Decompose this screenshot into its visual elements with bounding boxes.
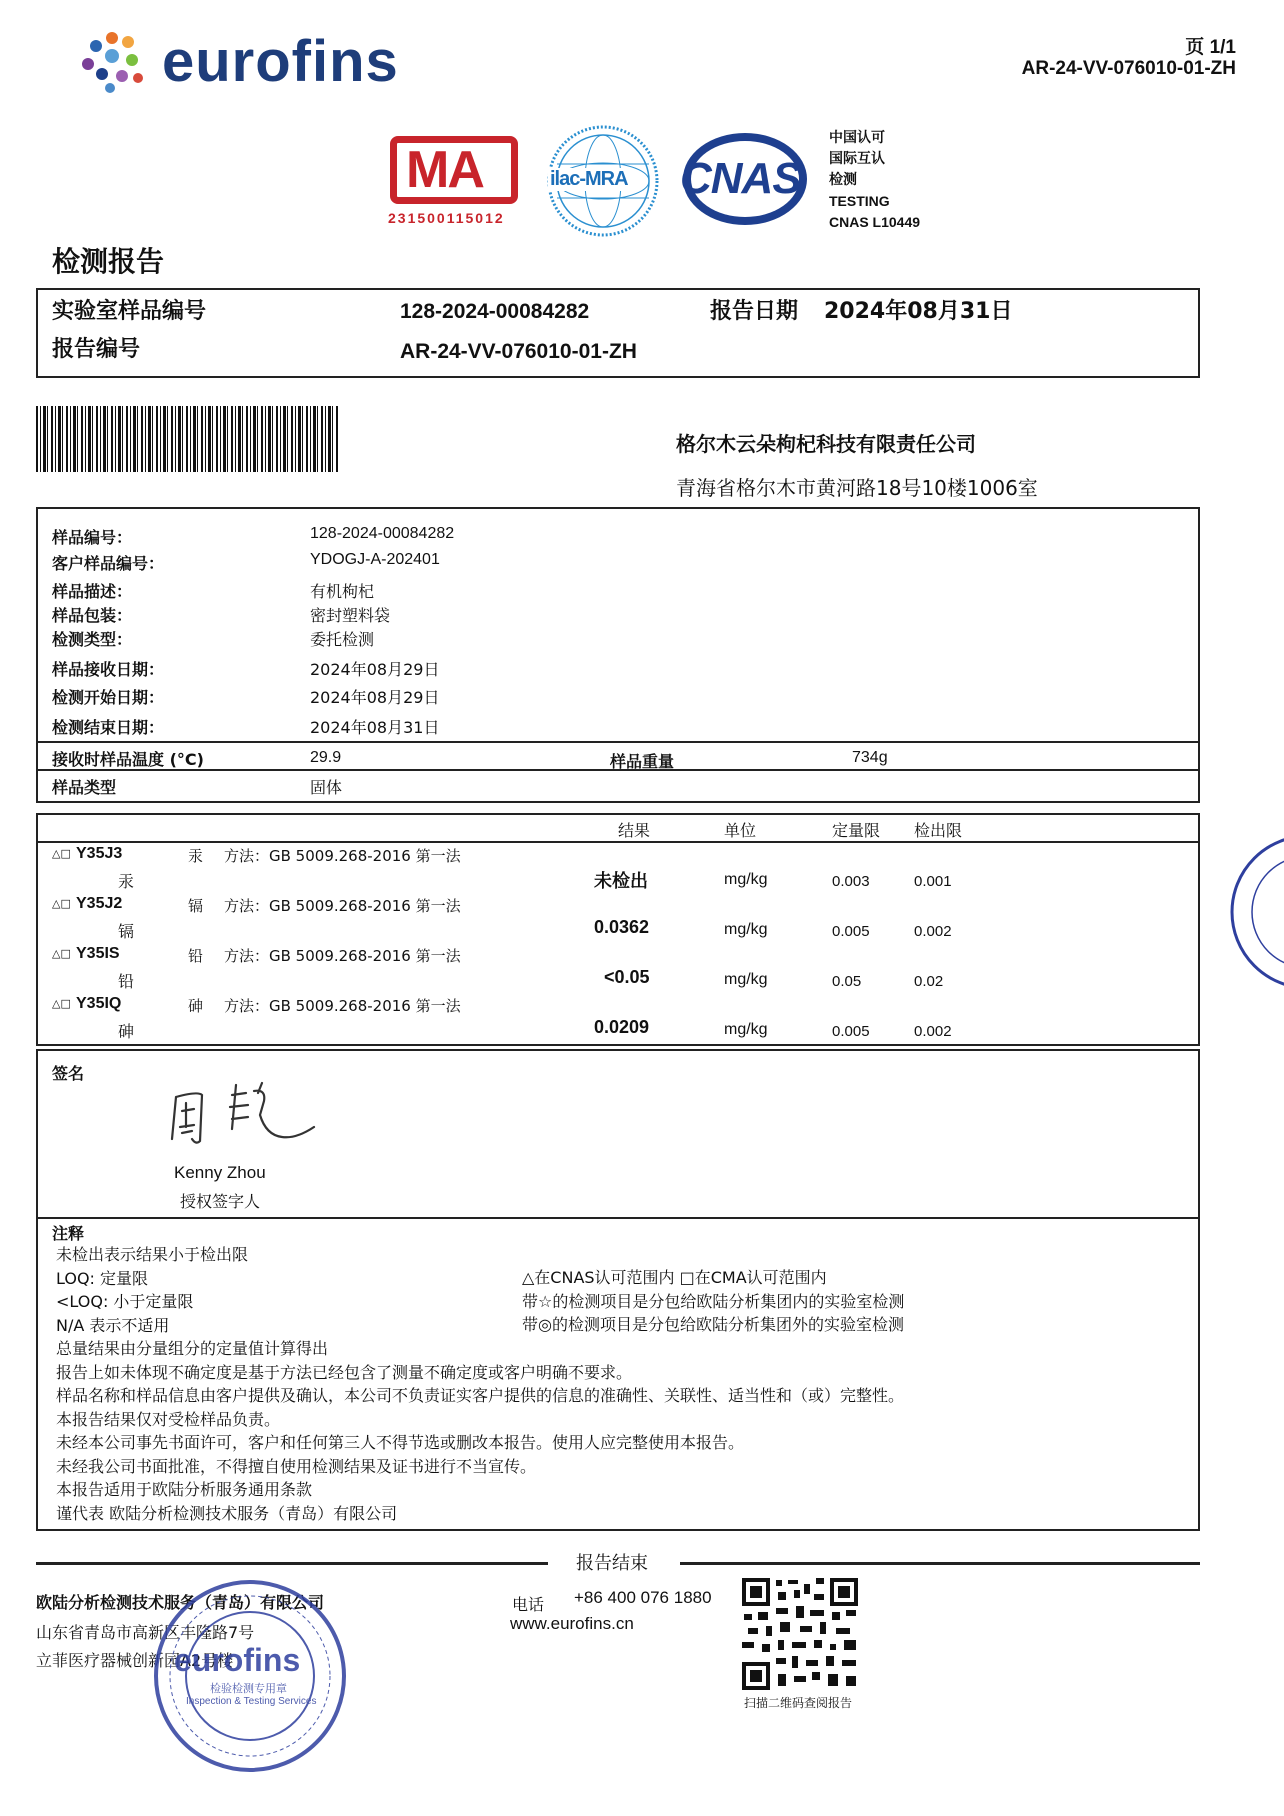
barcode — [36, 406, 339, 472]
company-stamp — [150, 1576, 350, 1776]
note-line: LOQ: 定量限 — [56, 1268, 149, 1288]
note-line: 未经我公司书面批准，不得擅自使用检测结果及证书进行不当宣传。 — [56, 1456, 537, 1476]
test-element: 砷 — [188, 997, 204, 1015]
note-line: 未经本公司事先书面许可，客户和任何第三人不得节选或删改本报告。使用人应完整使用本报告。 — [56, 1433, 745, 1452]
test-element: 铅 — [188, 947, 204, 965]
col-unit: 单位 — [724, 821, 757, 840]
sample-label: 客户样品编号： — [52, 554, 165, 573]
cnas-logo — [680, 130, 810, 228]
table-row — [38, 893, 1198, 943]
cnas-desc-line: 检测 — [829, 172, 857, 188]
test-element: 汞 — [188, 847, 204, 865]
result-value: 0.0362 — [594, 917, 650, 937]
sample-info-box — [36, 507, 1200, 803]
result-loq: 0.005 — [832, 1023, 870, 1040]
test-code: Y35IQ — [76, 995, 122, 1012]
result-loq: 0.005 — [832, 923, 870, 940]
note-line: △在CNAS认可范围内 □在CMA认可范围内 — [522, 1268, 827, 1287]
report-no-value: AR-24-VV-076010-01-ZH — [400, 340, 637, 363]
sample-label: 样品描述： — [52, 582, 133, 601]
sample-label: 样品编号： — [52, 528, 133, 547]
note-line: 带◎的检测项目是分包给欧陆分析集团外的实验室检测 — [522, 1315, 904, 1334]
phone-number: +86 400 076 1880 — [574, 1588, 712, 1607]
analyte-name: 汞 — [118, 872, 135, 891]
eurofins-wordmark: eurofins — [162, 29, 399, 94]
cma-logo-text: MA — [406, 141, 483, 199]
result-unit: mg/kg — [724, 971, 768, 988]
report-title: 检测报告 — [52, 245, 165, 278]
cnas-desc-line: 国际互认 — [829, 151, 885, 167]
stamp-line-2: Inspection & Testing Services — [186, 1696, 317, 1707]
result-value: <0.05 — [604, 967, 650, 987]
report-no-label: 报告编号 — [52, 337, 141, 362]
result-lod: 0.02 — [914, 973, 944, 990]
test-method: 方法：GB 5009.268-2016 第一法 — [224, 947, 461, 965]
table-row — [38, 843, 1198, 893]
qr-caption: 扫描二维码查阅报告 — [744, 1696, 853, 1710]
accreditation-marker: △□ — [52, 997, 71, 1010]
type-label: 样品类型 — [52, 778, 117, 797]
test-element: 镉 — [188, 897, 204, 915]
footer-address-1: 山东省青岛市高新区丰隆路7号 — [36, 1623, 255, 1642]
temp-label: 接收时样品温度 (°C) — [52, 750, 204, 769]
sample-label: 样品包装： — [52, 606, 133, 625]
analyte-name: 铅 — [118, 972, 135, 991]
sample-value: 2024年08月29日 — [310, 660, 440, 679]
cma-number: 231500115012 — [388, 210, 505, 226]
handwritten-signature — [162, 1075, 342, 1155]
ilac-mra-text: ilac-MRA — [550, 168, 628, 190]
note-line: 总量结果由分量组分的定量值计算得出 — [56, 1339, 329, 1358]
end-rule-right — [680, 1562, 1200, 1565]
col-result: 结果 — [618, 821, 651, 840]
result-value: 0.0209 — [594, 1017, 650, 1037]
eurofins-dots-icon — [78, 30, 148, 94]
result-lod: 0.002 — [914, 1023, 952, 1040]
cnas-desc-line: CNAS L10449 — [829, 214, 921, 230]
cnas-description — [829, 128, 920, 233]
sample-value: 2024年08月31日 — [310, 718, 440, 737]
result-unit: mg/kg — [724, 1021, 768, 1038]
lab-sample-value: 128-2024-00084282 — [400, 300, 590, 323]
note-line: 样品名称和样品信息由客户提供及确认，本公司不负责证实客户提供的信息的准确性、关联性、适当性和（或）完整性。 — [56, 1386, 905, 1405]
client-name: 格尔木云朵枸杞科技有限责任公司 — [676, 432, 976, 456]
ilac-mra-logo — [546, 124, 660, 238]
note-line: 谨代表 欧陆分析检测技术服务（青岛）有限公司 — [56, 1503, 398, 1523]
table-row — [38, 943, 1198, 993]
results-table — [36, 841, 1200, 1046]
client-address: 青海省格尔木市黄河路18号10楼1006室 — [676, 476, 1038, 500]
eurofins-logo — [78, 28, 418, 98]
note-line: 报告上如未体现不确定度是基于方法已经包含了测量不确定度或客户明确不要求。 — [56, 1362, 633, 1382]
footer-company: 欧陆分析检测技术服务（青岛）有限公司 — [36, 1593, 325, 1612]
note-line: 带☆的检测项目是分包给欧陆分析集团内的实验室检测 — [522, 1291, 905, 1311]
end-rule-left — [36, 1562, 548, 1565]
table-row — [38, 993, 1198, 1043]
stamp-line-1: 检验检测专用章 — [210, 1682, 287, 1695]
footer-address-2: 立菲医疗器械创新园A2号楼 — [36, 1651, 234, 1670]
col-lod: 检出限 — [914, 821, 963, 840]
test-code: Y35J3 — [76, 845, 123, 862]
cnas-desc-line: 中国认可 — [829, 130, 885, 146]
weight-label: 样品重量 — [610, 752, 675, 771]
sample-label: 样品接收日期： — [52, 660, 165, 679]
sample-value: 密封塑料袋 — [310, 606, 391, 625]
sample-value: 委托检测 — [310, 630, 375, 649]
weight-value: 734g — [852, 749, 888, 766]
lab-sample-label: 实验室样品编号 — [52, 299, 207, 324]
type-value: 固体 — [310, 778, 343, 797]
report-date-label: 报告日期 — [710, 299, 799, 324]
test-code: Y35IS — [76, 945, 120, 962]
signer-role: 授权签字人 — [180, 1192, 261, 1211]
report-date-value: 2024年08月31日 — [824, 299, 1013, 324]
note-line: N/A 表示不适用 — [56, 1315, 170, 1335]
test-code: Y35J2 — [76, 895, 123, 912]
test-method: 方法：GB 5009.268-2016 第一法 — [224, 897, 461, 915]
col-loq: 定量限 — [832, 821, 881, 840]
note-line: 本报告结果仅对受检样品负责。 — [56, 1409, 281, 1429]
notes-box — [36, 1217, 1200, 1531]
notes-right — [522, 1266, 904, 1337]
sample-label: 检测开始日期： — [52, 688, 165, 707]
phone-label: 电话 — [512, 1595, 545, 1614]
sample-value: 2024年08月29日 — [310, 688, 440, 707]
cnas-desc-line: TESTING — [829, 193, 890, 209]
sample-label: 检测结束日期： — [52, 718, 165, 737]
signature-box — [36, 1049, 1200, 1219]
result-value: 未检出 — [594, 871, 648, 892]
note-line: 本报告适用于欧陆分析服务通用条款 — [56, 1480, 313, 1499]
sample-value: 128-2024-00084282 — [310, 525, 455, 542]
result-unit: mg/kg — [724, 921, 768, 938]
result-loq: 0.05 — [832, 973, 862, 990]
side-seal — [1228, 832, 1284, 992]
page-number: 页 1/1 — [1185, 37, 1236, 58]
sample-label: 检测类型： — [52, 630, 133, 649]
website-link[interactable]: www.eurofins.cn — [510, 1614, 634, 1633]
notes-left — [56, 1243, 248, 1337]
notes-title: 注释 — [52, 1224, 85, 1243]
temp-value: 29.9 — [310, 749, 342, 766]
accreditation-marker: △□ — [52, 947, 71, 960]
note-line: 未检出表示结果小于检出限 — [56, 1245, 249, 1264]
signer-name: Kenny Zhou — [174, 1163, 266, 1182]
analyte-name: 砷 — [118, 1022, 135, 1041]
notes-body — [56, 1337, 904, 1525]
qr-code[interactable] — [740, 1576, 860, 1692]
note-line: <LOQ: 小于定量限 — [56, 1292, 194, 1311]
stamp-brand: eurofins — [174, 1642, 301, 1678]
test-method: 方法：GB 5009.268-2016 第一法 — [224, 847, 461, 865]
divider — [38, 741, 1198, 743]
analyte-name: 镉 — [118, 922, 135, 941]
result-lod: 0.002 — [914, 923, 952, 940]
cnas-logo-text: CNAS — [680, 154, 801, 203]
accreditation-marker: △□ — [52, 897, 71, 910]
result-loq: 0.003 — [832, 873, 870, 890]
report-id-box — [36, 288, 1200, 378]
cma-logo — [386, 136, 524, 228]
report-end-label: 报告结束 — [576, 1553, 648, 1574]
results-header-box — [36, 813, 1200, 843]
sample-value: 有机枸杞 — [310, 582, 375, 601]
sample-value: YDOGJ-A-202401 — [310, 551, 440, 568]
signature-label: 签名 — [52, 1064, 85, 1083]
test-method: 方法：GB 5009.268-2016 第一法 — [224, 997, 461, 1015]
result-lod: 0.001 — [914, 873, 952, 890]
header-report-ref: AR-24-VV-076010-01-ZH — [1021, 58, 1236, 79]
accreditation-marker: △□ — [52, 847, 71, 860]
divider — [38, 769, 1198, 771]
result-unit: mg/kg — [724, 871, 768, 888]
